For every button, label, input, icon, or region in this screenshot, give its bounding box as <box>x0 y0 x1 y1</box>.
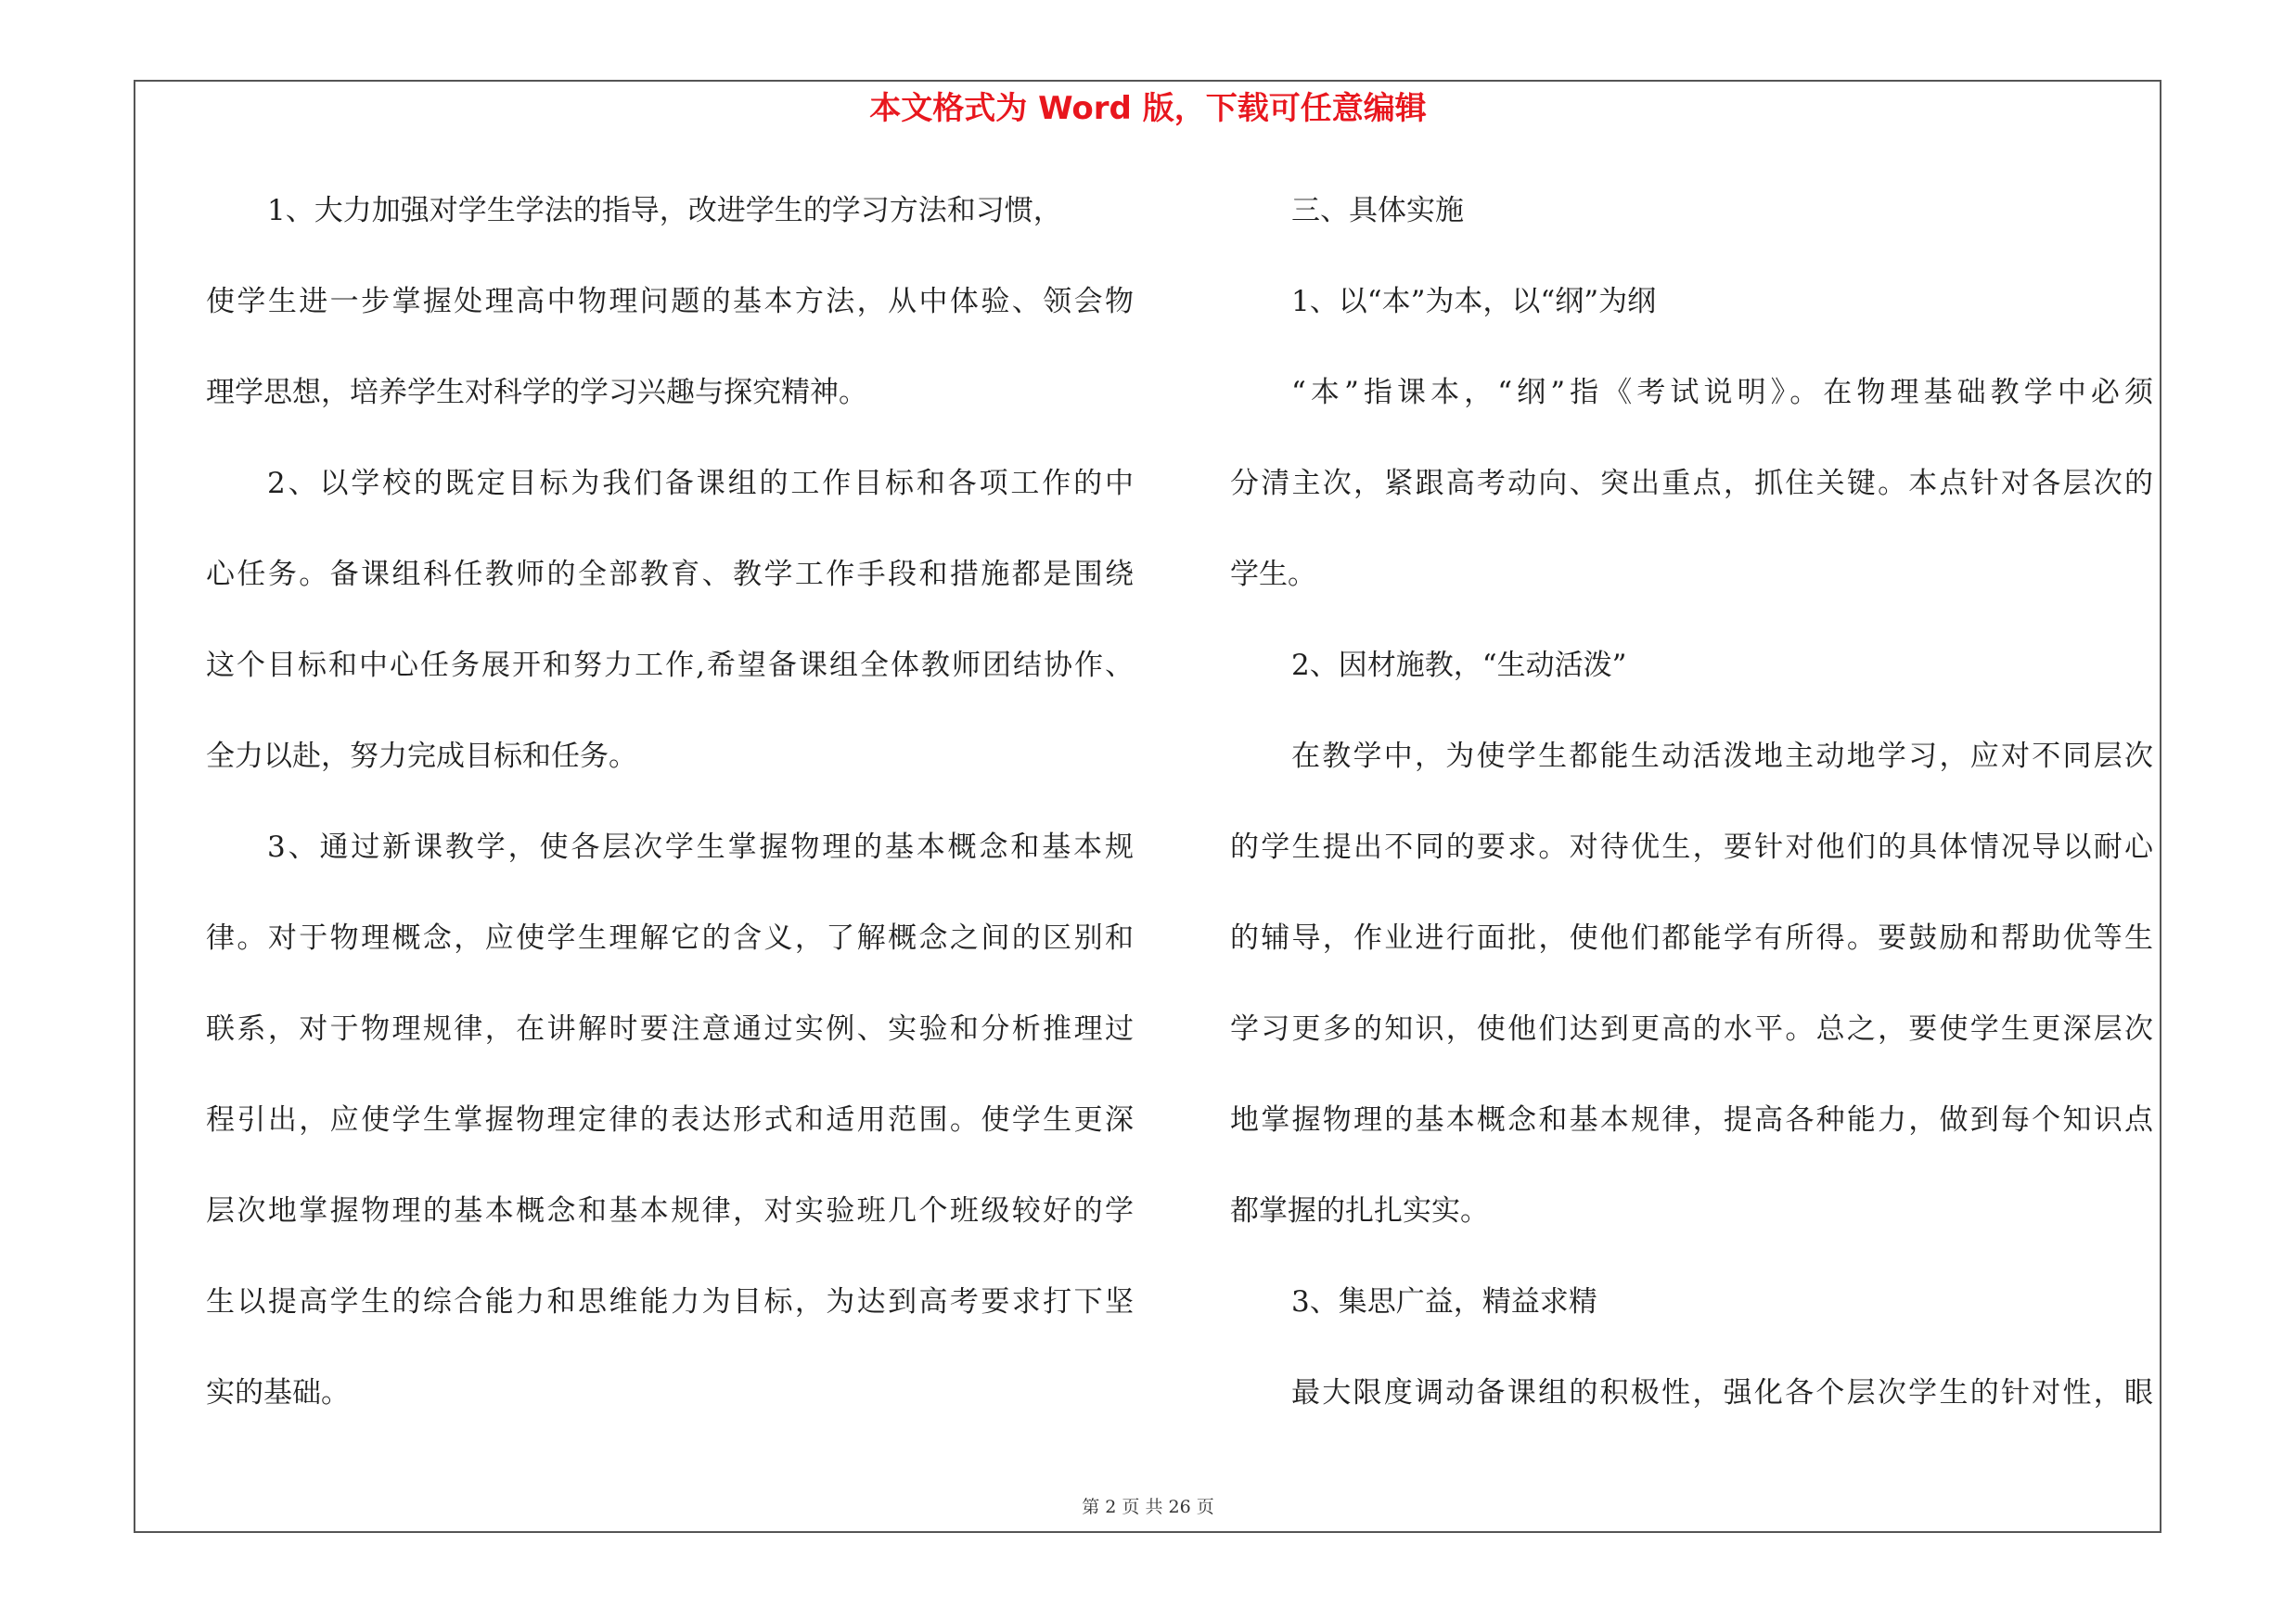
paragraph-line: 学习更多的知识，使他们达到更高的水平。总之，要使学生更深层次 <box>1230 1012 2153 1046</box>
subsection-heading: 1、以“本”为本，以“纲”为纲 <box>1291 285 1657 318</box>
format-banner: 本文格式为 Word 版，下载可任意编辑 <box>869 90 1427 127</box>
subsection-heading: 2、因材施教，“生动活泼” <box>1291 649 1627 682</box>
paragraph-line: 3、通过新课教学，使各层次学生掌握物理的基本概念和基本规 <box>267 831 1134 864</box>
paragraph-line: 地掌握物理的基本概念和基本规律，提高各种能力，做到每个知识点 <box>1230 1103 2153 1137</box>
paragraph-line: 心任务。备课组科任教师的全部教育、教学工作手段和措施都是围绕 <box>206 558 1134 591</box>
paragraph-line: 这个目标和中心任务展开和努力工作,希望备课组全体教师团结协作、 <box>206 649 1134 682</box>
paragraph-line: 层次地掌握物理的基本概念和基本规律，对实验班几个班级较好的学 <box>206 1194 1134 1228</box>
page-number: 第 2 页 共 26 页 <box>1082 1497 1214 1517</box>
paragraph-line: 联系，对于物理规律，在讲解时要注意通过实例、实验和分析推理过 <box>206 1012 1134 1046</box>
paragraph-line: 全力以赴，努力完成目标和任务。 <box>206 740 637 773</box>
paragraph-line: 都掌握的扎扎实实。 <box>1230 1194 1489 1228</box>
paragraph-line: 学生。 <box>1230 558 1316 591</box>
section-heading: 三、具体实施 <box>1291 194 1464 227</box>
paragraph-line: 实的基础。 <box>206 1376 350 1410</box>
paragraph-line: 使学生进一步掌握处理高中物理问题的基本方法，从中体验、领会物 <box>206 285 1134 318</box>
paragraph-line: 的辅导，作业进行面批，使他们都能学有所得。要鼓励和帮助优等生 <box>1230 921 2153 955</box>
paragraph-line: 2、以学校的既定目标为我们备课组的工作目标和各项工作的中 <box>267 467 1134 500</box>
paragraph-line: 生以提高学生的综合能力和思维能力为目标，为达到高考要求打下坚 <box>206 1285 1134 1319</box>
paragraph-line: 程引出，应使学生掌握物理定律的表达形式和适用范围。使学生更深 <box>206 1103 1134 1137</box>
paragraph-line: 律。对于物理概念，应使学生理解它的含义，了解概念之间的区别和 <box>206 921 1134 955</box>
paragraph-line: 理学思想，培养学生对科学的学习兴趣与探究精神。 <box>206 376 867 409</box>
paragraph-line: 在教学中，为使学生都能生动活泼地主动地学习，应对不同层次 <box>1291 740 2153 773</box>
paragraph-line: “本”指课本，“纲”指《考试说明》。在物理基础教学中必须 <box>1291 376 2153 409</box>
paragraph-line: 1、大力加强对学生学法的指导，改进学生的学习方法和习惯， <box>267 194 1062 227</box>
subsection-heading: 3、集思广益，精益求精 <box>1291 1285 1597 1319</box>
paragraph-line: 分清主次，紧跟高考动向、突出重点，抓住关键。本点针对各层次的 <box>1230 467 2153 500</box>
paragraph-line: 最大限度调动备课组的积极性，强化各个层次学生的针对性，眼 <box>1291 1376 2153 1410</box>
paragraph-line: 的学生提出不同的要求。对待优生，要针对他们的具体情况导以耐心 <box>1230 831 2153 864</box>
